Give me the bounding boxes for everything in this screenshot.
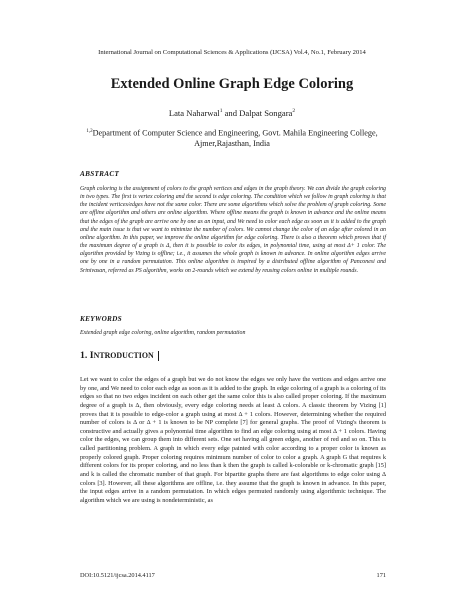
affiliation [0,127,464,150]
author-name: Dalpat Songara [239,108,293,118]
journal-header: International Journal on Computational Sciences & Applications (IJCSA) Vol.4, No.1, February 2014 [98,49,366,56]
author-line [0,108,464,118]
affiliation-line [0,127,464,139]
author-name: Lata Naharwal [168,108,220,118]
keywords-heading: KEYWORDS [80,315,122,323]
affiliation-location: Ajmer,Rajasthan, India [194,139,270,149]
author-connector: and [222,108,240,118]
section-title-rest: NTRODUCTION [93,351,154,360]
author-affiliation-mark: 1 [219,108,223,115]
author-affiliation-mark: 2 [292,108,296,115]
keywords-text: Extended graph edge coloring, online algorithm, random permutation [80,330,246,336]
page-number: 171 [376,572,386,579]
introduction-heading [80,350,154,361]
affiliation-mark: 1,2 [86,129,93,134]
abstract-text: Graph coloring is the assignment of colors to the graph vertices and edges in the graph theory. We can divide the graph coloring in two types. The first is vertex coloring and the second is edge coloring. The condition which we follow in graph coloring is that the incident vertices/edges have not the same color. There are some algorithms which solve the problem of graph coloring. Some are offline algorithm and others are online algorithm. Where offline means the graph is known in advance and the online means that the edges of the graph are arrive one by one as an input, and We need to color each edge as soon as it is added to the graph and the main issue is that we want to minimize the number of colors. We cannot change the color of an edge after colored in an online algorithm. In this paper, we improve the online algorithm for edge coloring. There is also a theorem which proves that if the maximum degree of a graph is Δ, then it is possible to color its edges, in polynomial time, using at most Δ+ 1 color. The algorithm provided by Vizing is offline; i.e., it assumes the whole graph is known in advance. In online algorithm edges arrive one by one in a random permutation. This online algorithm is inspired by a distributed offline algorithm of Panconesi and Srinivasan, referred as PS algorithm, works on 2-rounds which we extend by reusing colors online in multiple rounds. [80,186,386,274]
section-number: 1. [80,350,90,361]
doi-label: DOI:10.5121/ijcsa.2014.4117 [80,572,155,579]
text-cursor [158,351,159,361]
abstract-heading: ABSTRACT [80,170,120,178]
paper-title: Extended Online Graph Edge Coloring [110,76,354,92]
affiliation-department: Department of Computer Science and Engineering, Govt. Mahila Engineering College, [92,128,378,138]
introduction-text: Let we want to color the edges of a graph but we do not know the edges we only have the vertices and edges arrive one by one, and We need to color each edge as soon as it is added to the graph. In edge coloring of a graph is a coloring of its edges so that no two edges incident on each other get the same color this is also called proper coloring. If the maximum degree of a graph is Δ, then obviously, every edge coloring needs at least Δ colors. A classic theorem by Vizing [1] proves that it is possible to edge-color a graph using at most Δ + 1 colors. However, determining whether the required number of colors is Δ or Δ + 1 is known to be NP complete [7] for general graphs. The proof of Vizing's theorem is constructive and actually gives a polynomial time algorithm to find an edge coloring using at most Δ + 1 colors. Having color the edges, we can group them into different sets. One set having all green edges, another of red and so on. This is called partitioning problem. A graph in which every edge painted with color according to a proper color is known as properly colored graph. Proper coloring requires minimum number of color to color a graph. A graph G that requires k different colors for its proper coloring, and no less than k then the graph is called k-colorable or k-chromatic graph [15] and k is called the chromatic number of that graph. For bipartite graphs there are fast algorithms to edge color using Δ colors [3]. However, all these algorithms are offline, i.e. they assume that the graph is known in advance. In this paper, the input edges arrive in a random permutation. In which edges permuted randomly using algorithmic technique. The algorithm which we are using is nondeterministic, as [80,376,386,504]
section-title-initial: I [89,350,94,361]
